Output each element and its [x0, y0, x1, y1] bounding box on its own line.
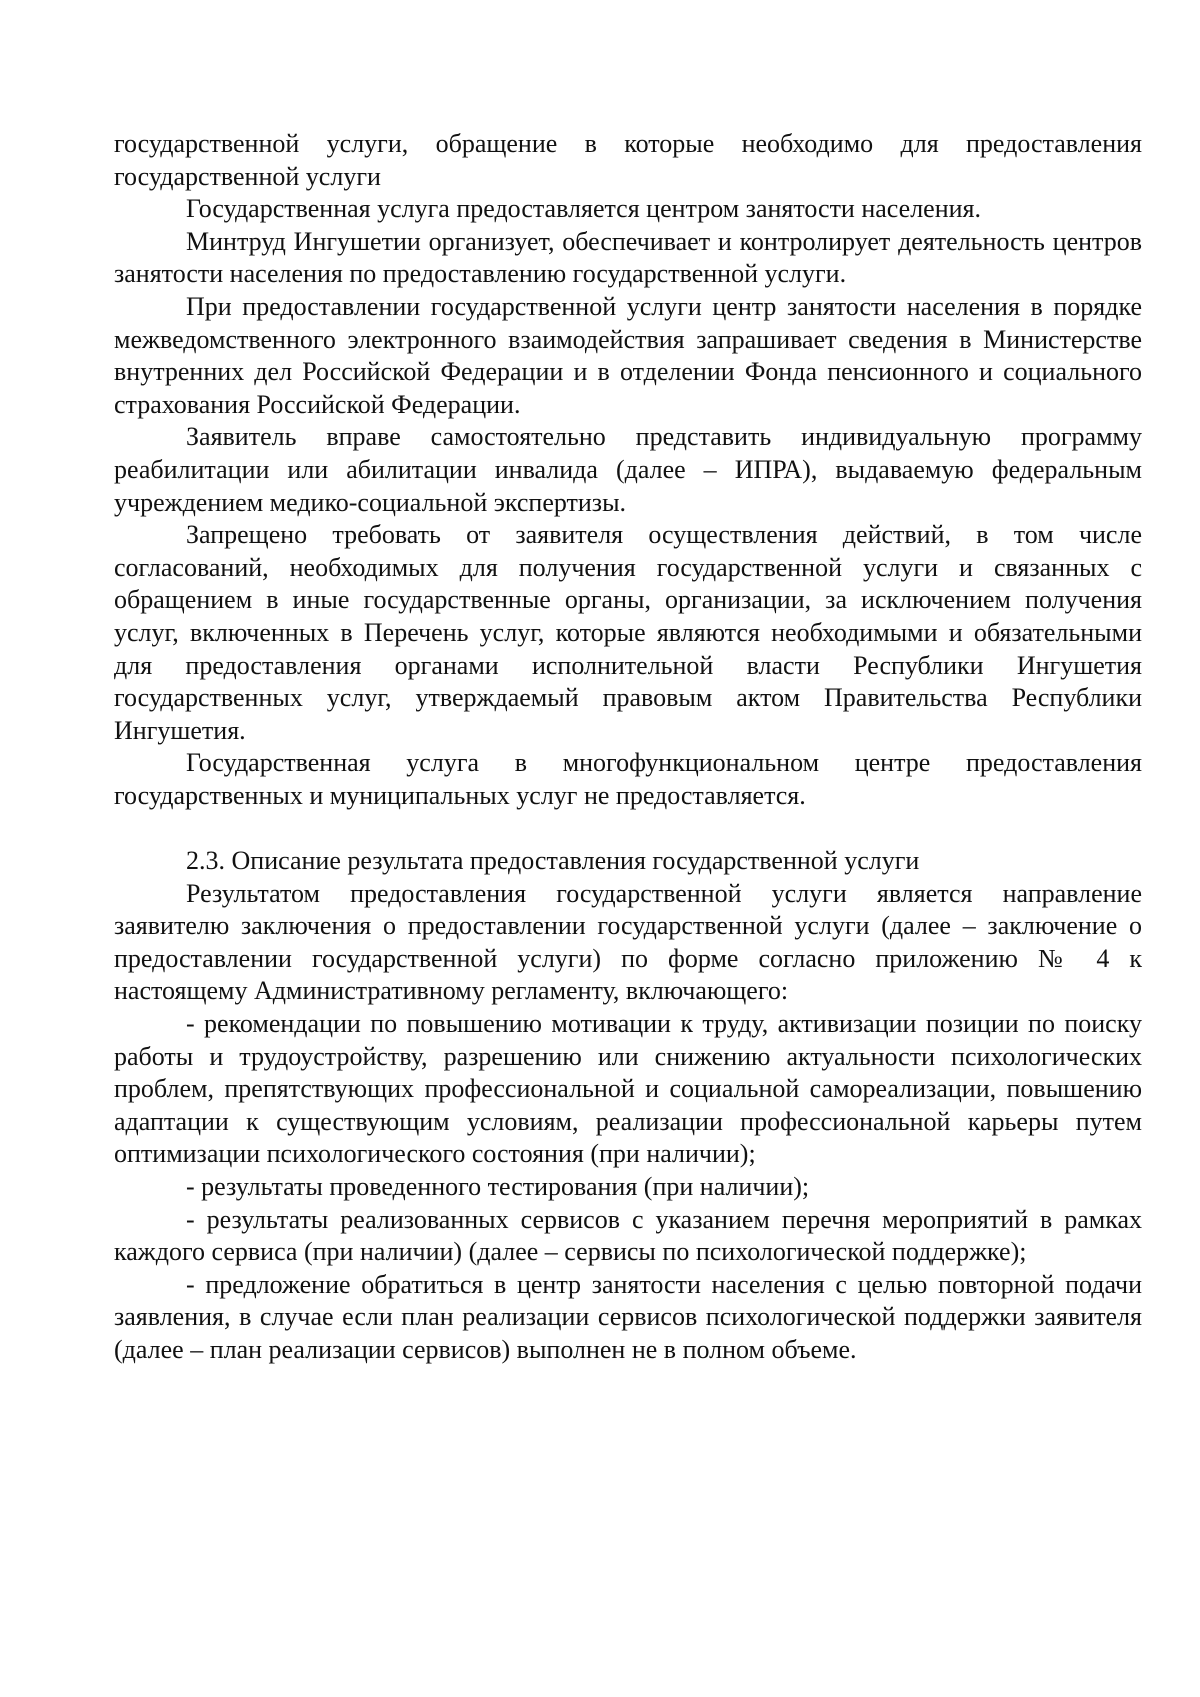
paragraph-mfc: Государственная услуга в многофункциональном центре предоставления государственных и муниципальных услуг не предоставляется.	[114, 748, 1142, 810]
document-text	[114, 128, 1142, 1367]
section-heading: 2.3. Описание результата предоставления государственной услуги	[186, 846, 920, 876]
list-item-testing: - результаты проведенного тестирования (при наличии);	[186, 1172, 810, 1201]
paragraph-service-provider: Государственная услуга предоставляется центром занятости населения.	[186, 194, 981, 224]
list-item-services: - результаты реализованных сервисов с указанием перечня мероприятий в рамках каждого сервиса (при наличии) (далее – сервисы по психологической поддержке);	[114, 1204, 1142, 1267]
list-item-reapply: - предложение обратиться в центр занятости населения с целью повторной подачи заявления, в случае если план реализации сервисов психологической поддержки заявителя (далее – план реализации сервисов) выполнен не в полном объеме.	[114, 1269, 1142, 1364]
paragraph-result: Результатом предоставления государственной услуги является направление заявителю заключения о предоставлении государственной услуги (далее – заключение о предоставлении государственной услуги) по форме согласно приложению № 4 к настоящему Административному регламенту, включающего:	[114, 878, 1142, 1006]
paragraph-interagency: При предоставлении государственной услуги центр занятости населения в порядке межведомственного электронного взаимодействия запрашивает сведения в Министерстве внутренних дел Российской Федерации и в отделении Фонда пенсионного и социального страхования Российской Федерации.	[114, 291, 1142, 419]
paragraph-continuation: государственной услуги, обращение в которые необходимо для предоставления государственной услуги	[114, 129, 1142, 191]
paragraph-mintrud: Минтруд Ингушетии организует, обеспечивает и контролирует деятельность центров занятости населения по предоставлению государственной услуги.	[114, 226, 1142, 289]
list-item-recommendations: - рекомендации по повышению мотивации к труду, активизации позиции по поиску работы и трудоустройству, разрешению или снижению актуальности психологических проблем, препятствующих профессиональной и социальной самореализации, повышению адаптации к существующим условиям, реализации профессиональной карьеры путем оптимизации психологического состояния (при наличии);	[114, 1009, 1142, 1169]
paragraph-ipra: Заявитель вправе самостоятельно представить индивидуальную программу реабилитации или абилитации инвалида (далее – ИПРА), выдаваемую федеральным учреждением медико-социальной экспертизы.	[114, 422, 1142, 517]
paragraph-prohibited: Запрещено требовать от заявителя осуществления действий, в том числе согласований, необходимых для получения государственной услуги и связанных с обращением в иные государственные органы, организации, за исключением получения услуг, включенных в Перечень услуг, которые являются необходимыми и обязательными для предоставления органами исполнительной власти Республики Ингушетия государственных услуг, утверждаемый правовым актом Правительства Республики Ингушетия.	[114, 520, 1142, 745]
